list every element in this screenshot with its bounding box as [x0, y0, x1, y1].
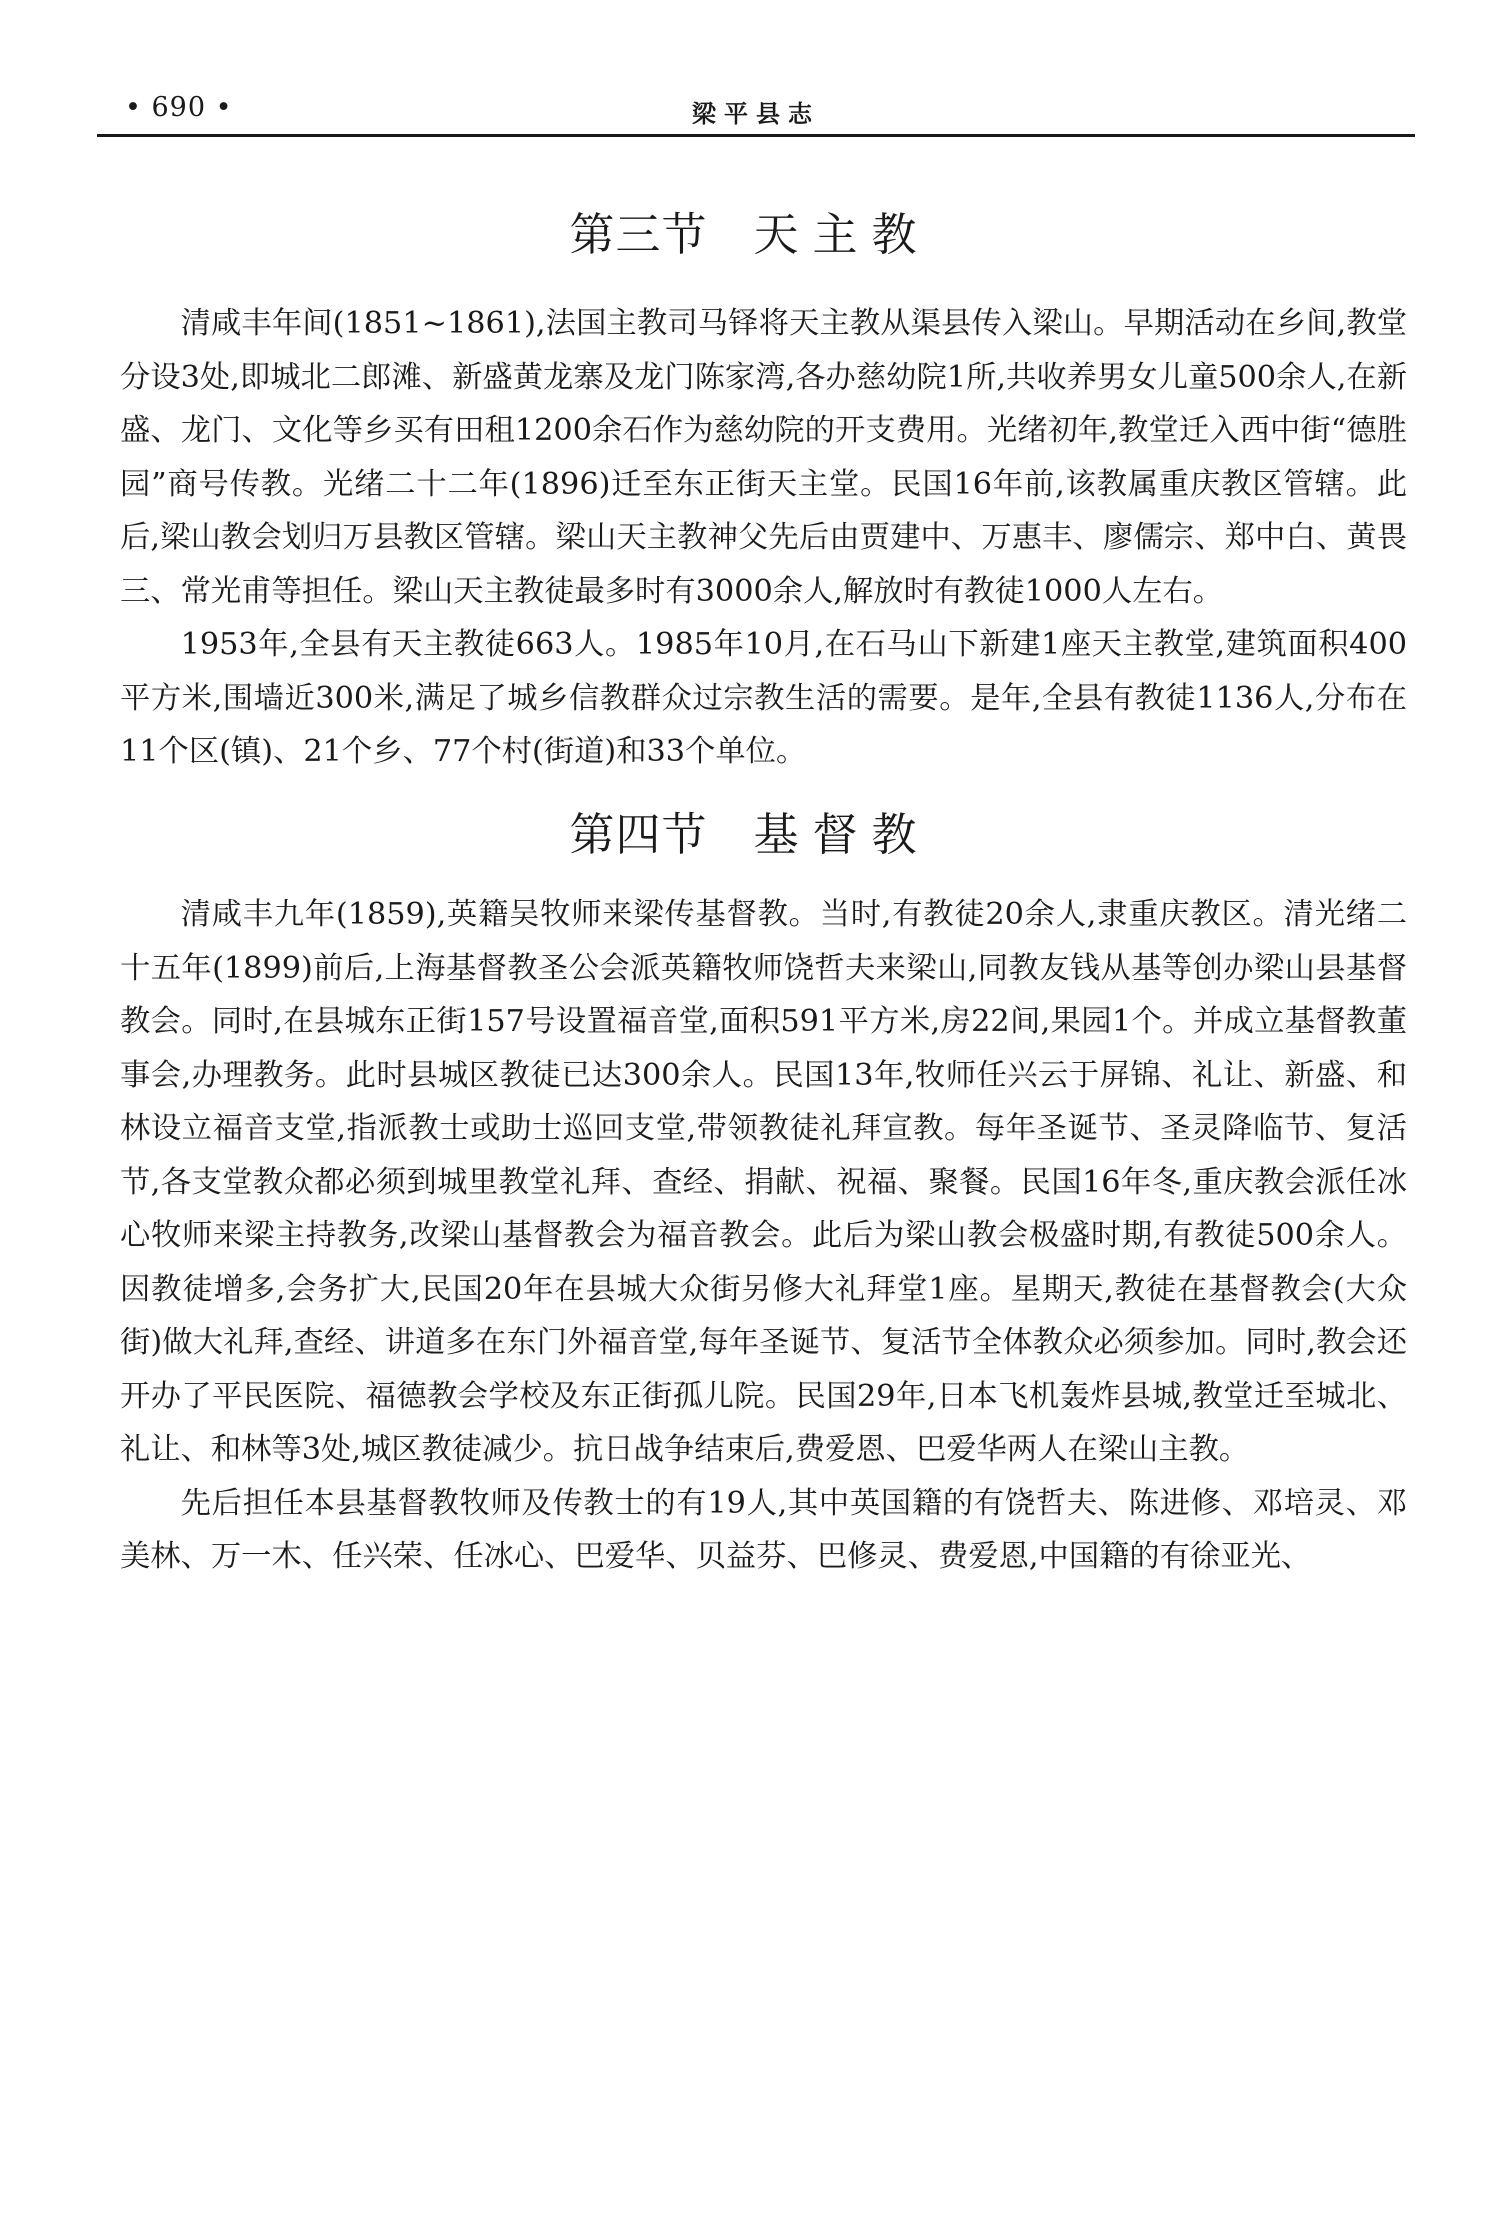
section-number: 第四节 [569, 808, 708, 861]
paragraph: 清咸丰年间(1851~1861),法国主教司马铎将天主教从渠县传入梁山。早期活动在乡间,教堂分设3处,即城北二郎滩、新盛黄龙寨及龙门陈家湾,各办慈幼院1所,共收养男女儿童500余人,在新盛、龙门、文化等乡买有田租1200余石作为慈幼院的开支费用。光绪初年,教堂迁入西中街“德胜园”商号传教。光绪二十二年(1896)迁至东正街天主堂。民国16年前,该教属重庆教区管辖。此后,梁山教会划归万县教区管辖。梁山天主教神父先后由贾建中、万惠丰、廖儒宗、郑中白、黄畏三、常光甫等担任。梁山天主教徒最多时有3000余人,解放时有教徒1000人左右。 [120, 306, 1407, 609]
section-body-christianity [120, 888, 1407, 1584]
running-header [97, 88, 1415, 137]
section-name: 基督教 [753, 808, 931, 861]
paragraph: 先后担任本县基督教牧师及传教士的有19人,其中英国籍的有饶哲夫、陈进修、邓培灵、邓美林、万一木、任兴荣、任冰心、巴爱华、贝益芬、巴修灵、费爱恩,中国籍的有徐亚光、 [120, 1485, 1407, 1574]
paragraph: 1953年,全县有天主教徒663人。1985年10月,在石马山下新建1座天主教堂,建筑面积400平方米,围墙近300米,满足了城乡信教群众过宗教生活的需要。是年,全县有教徒1136人,分布在11个区(镇)、21个乡、77个村(街道)和33个单位。 [120, 627, 1407, 769]
paragraph: 清咸丰九年(1859),英籍吴牧师来梁传基督教。当时,有教徒20余人,隶重庆教区。清光绪二十五年(1899)前后,上海基督教圣公会派英籍牧师饶哲夫来梁山,同教友钱从基等创办梁山县基督教会。同时,在县城东正街157号设置福音堂,面积591平方米,房22间,果园1个。并成立基督教董事会,办理教务。此时县城区教徒已达300余人。民国13年,牧师任兴云于屏锦、礼让、新盛、和林设立福音支堂,指派教士或助士巡回支堂,带领教徒礼拜宣教。每年圣诞节、圣灵降临节、复活节,各支堂教众都必须到城里教堂礼拜、查经、捐献、祝福、聚餐。民国16年冬,重庆教会派任冰心牧师来梁主持教务,改梁山基督教会为福音教会。此后为梁山教会极盛时期,有教徒500余人。因教徒增多,会务扩大,民国20年在县城大众街另修大礼拜堂1座。星期天,教徒在基督教会(大众街)做大礼拜,查经、讲道多在东门外福音堂,每年圣诞节、复活节全体教众必须参加。同时,教会还开办了平民医院、福德教会学校及东正街孤儿院。民国29年,日本飞机轰炸县城,教堂迁至城北、礼让、和林等3处,城区教徒减少。抗日战争结束后,费爱恩、巴爱华两人在梁山主教。 [120, 897, 1407, 1467]
section-number: 第三节 [569, 208, 708, 261]
section-heading-christianity [0, 798, 1500, 863]
section-body-catholicism [120, 297, 1407, 779]
section-name: 天主教 [753, 208, 931, 261]
page-number: • 690 • [125, 92, 233, 123]
book-title: 梁平县志 [692, 99, 820, 128]
section-heading-catholicism [0, 198, 1500, 263]
